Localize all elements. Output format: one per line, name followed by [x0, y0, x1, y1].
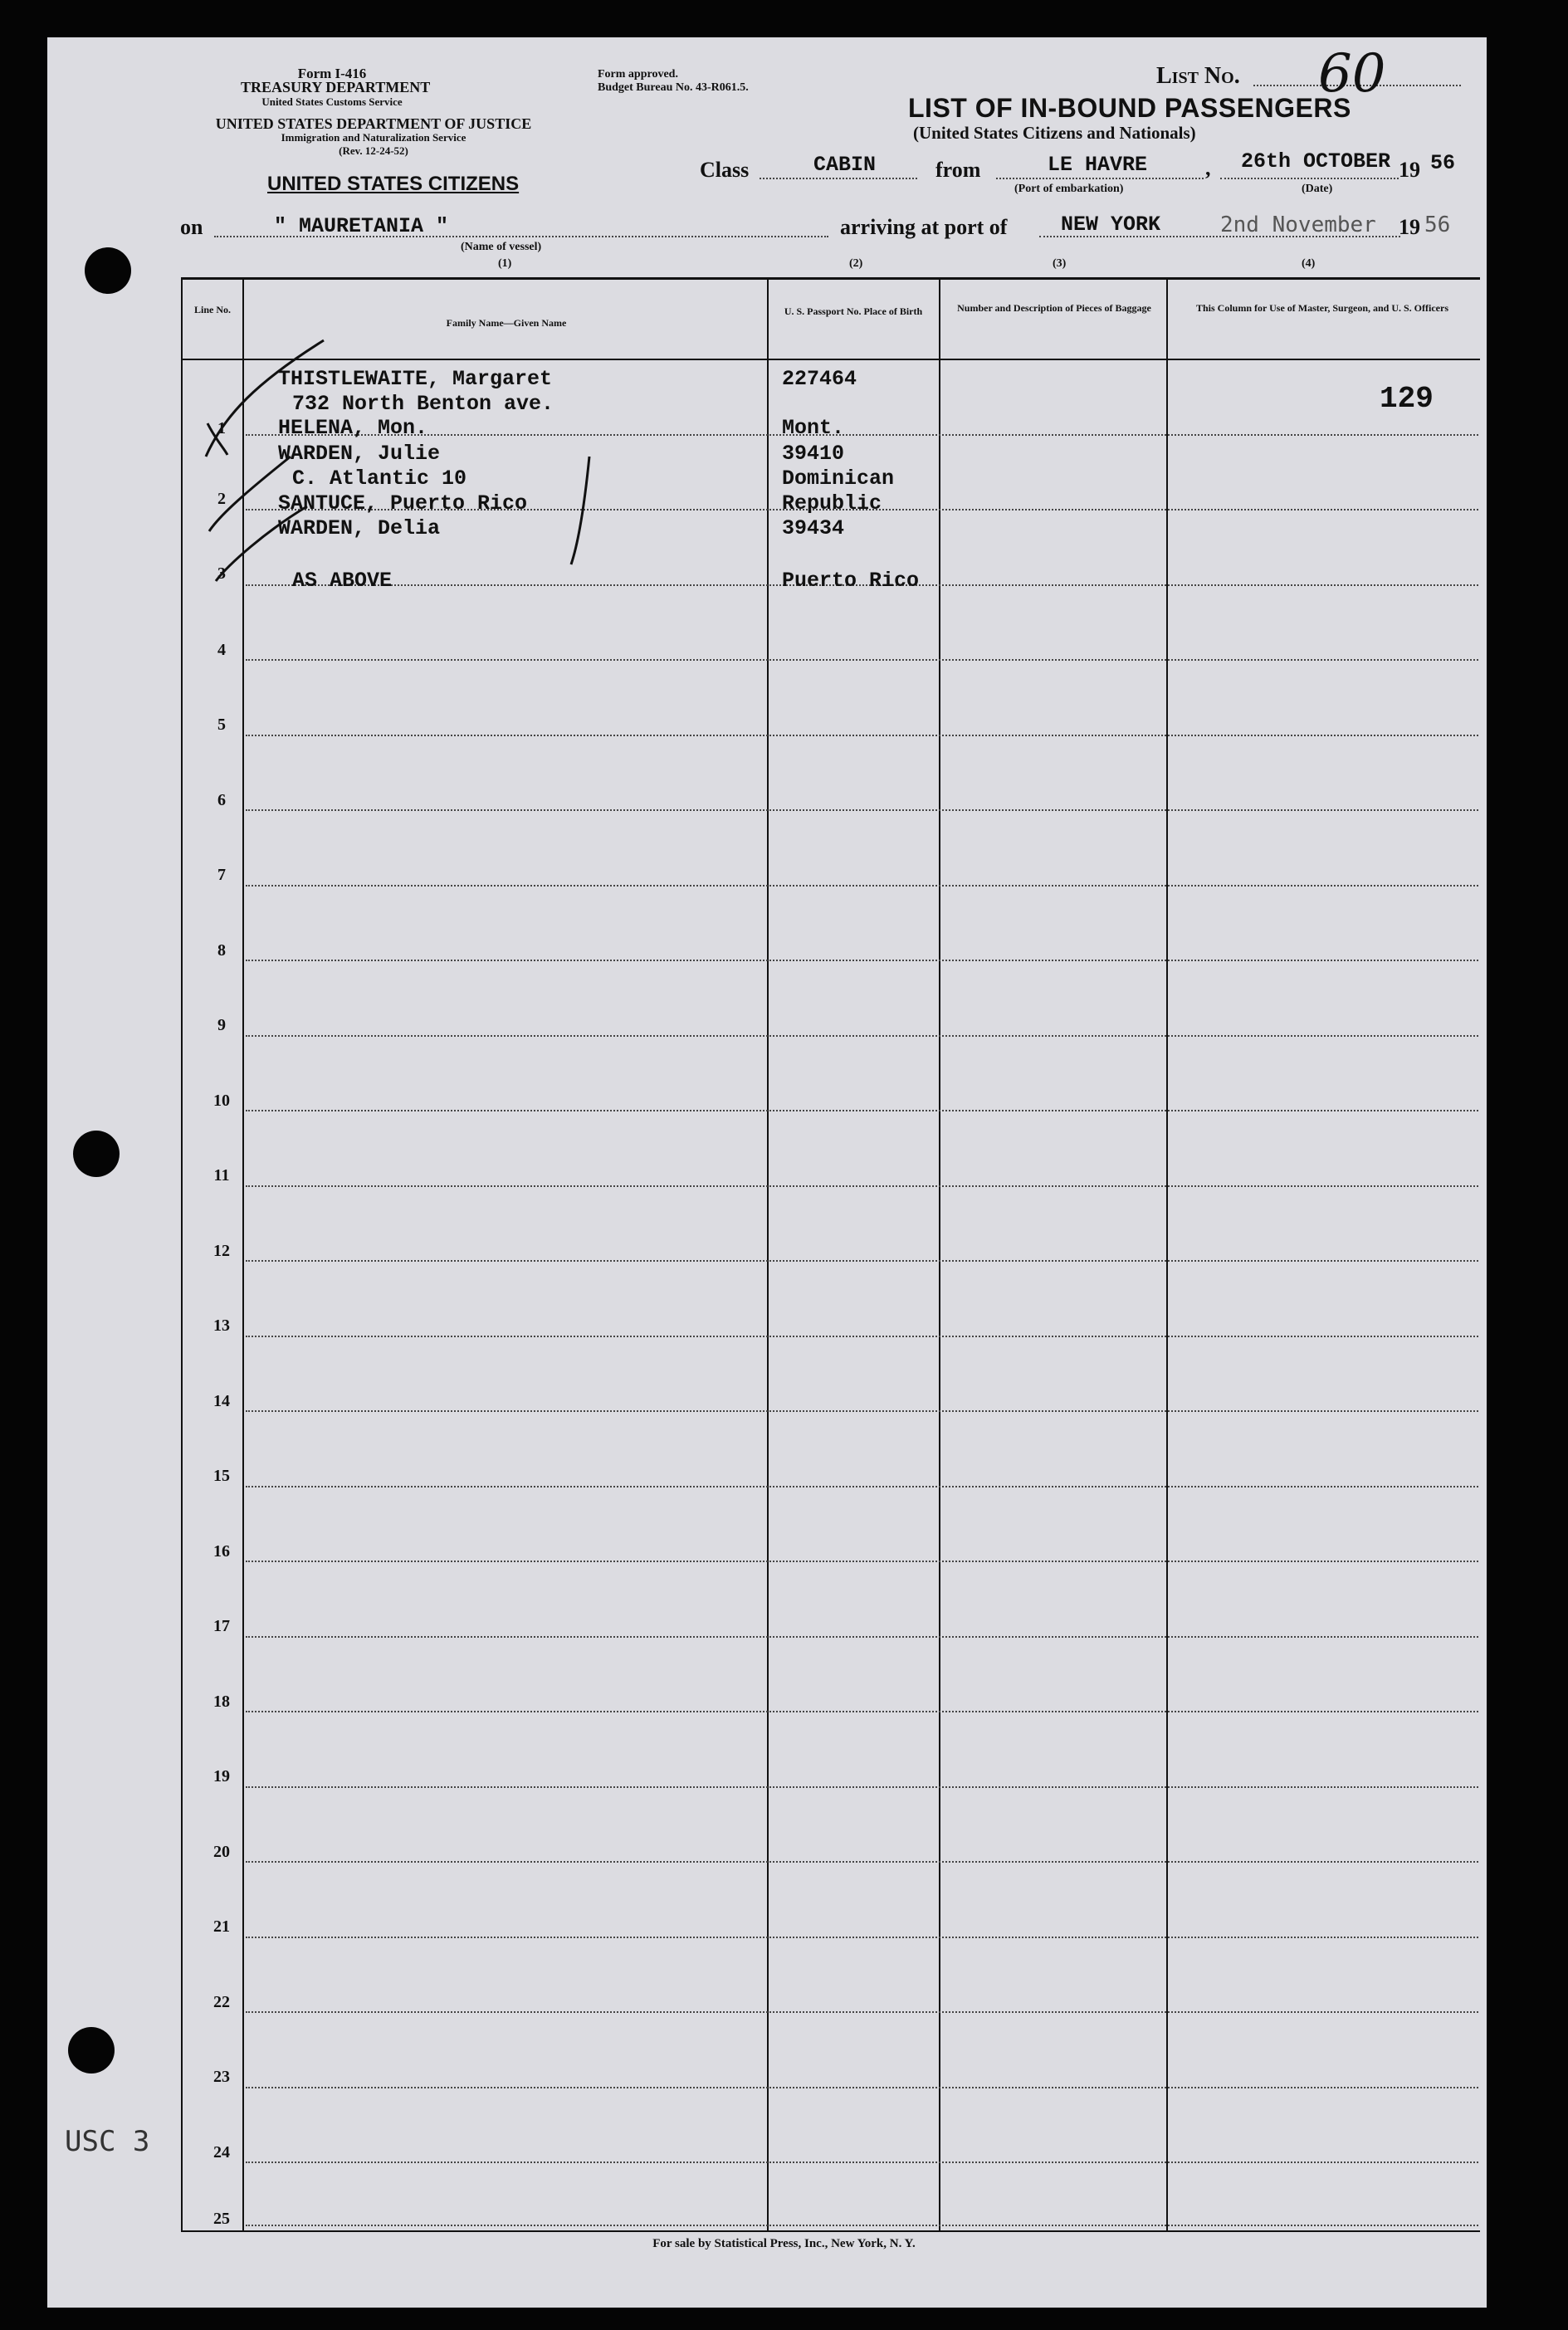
passenger-city: AS ABOVE	[292, 569, 393, 593]
arrival-year-prefix: 19	[1399, 215, 1420, 239]
on-label: on	[180, 215, 203, 239]
passport-number: 39434	[782, 516, 845, 540]
col1-caption: (1)	[498, 257, 512, 270]
arrival-year: 56	[1424, 212, 1451, 237]
col-line-no: Line No.	[193, 304, 231, 315]
col-baggage: Number and Description of Pieces of Baggage	[957, 302, 1151, 314]
class-label: Class	[700, 158, 750, 182]
row-line	[246, 885, 1478, 887]
passenger-address: C. Atlantic 10	[292, 466, 467, 491]
arriving-label: arriving at port of	[840, 215, 1008, 239]
line-number: 17	[213, 1617, 230, 1635]
treasury-department: TREASURY DEPARTMENT	[241, 79, 431, 95]
section-heading: UNITED STATES CITIZENS	[267, 173, 520, 195]
form-approved: Form approved.	[598, 68, 678, 81]
line-number: 6	[217, 791, 226, 809]
departure-date: 26th OCTOBER	[1241, 149, 1391, 173]
officer-note: 129	[1380, 382, 1434, 416]
baggage-divider	[1166, 277, 1168, 2232]
name-divider	[767, 277, 769, 2232]
place-of-birth: Mont.	[782, 416, 845, 440]
col-passport: U. S. Passport No. Place of Birth	[784, 305, 923, 317]
ins-service: Immigration and Naturalization Service	[281, 131, 466, 144]
line-number: 14	[213, 1392, 230, 1410]
class-fill	[760, 178, 917, 179]
date-fill	[1220, 178, 1399, 179]
from-value: LE HAVRE	[1048, 153, 1148, 177]
row-line	[246, 1260, 1478, 1262]
col2-caption: (2)	[849, 257, 863, 270]
line-number: 20	[213, 1843, 230, 1861]
col-family-name: Family Name—Given Name	[446, 317, 567, 329]
place-of-birth: Dominican	[782, 466, 895, 491]
vessel-caption: (Name of vessel)	[461, 241, 542, 253]
comma: ,	[1205, 156, 1211, 180]
line-number: 23	[213, 2068, 230, 2086]
passenger-name: WARDEN, Delia	[278, 516, 441, 540]
line-number: 4	[217, 641, 226, 659]
row-line	[246, 659, 1478, 661]
row-line	[246, 1636, 1478, 1638]
passport-divider	[939, 277, 940, 2232]
port-caption: (Port of embarkation)	[1014, 183, 1124, 195]
handwritten-marks	[191, 315, 606, 606]
page-subtitle: (United States Citizens and Nationals)	[913, 123, 1196, 143]
row-line	[246, 1561, 1478, 1562]
from-fill	[996, 178, 1204, 179]
passenger-city: SANTUCE, Puerto Rico	[278, 491, 528, 515]
punch-hole	[68, 2027, 115, 2074]
passport-number: 227464	[782, 367, 857, 391]
department-of-justice: UNITED STATES DEPARTMENT OF JUSTICE	[215, 115, 532, 132]
line-number: 11	[213, 1166, 230, 1185]
line-number: 15	[213, 1467, 230, 1485]
line-number: 19	[213, 1767, 230, 1785]
row-line	[246, 960, 1478, 961]
year-value: 56	[1430, 151, 1456, 175]
line-number: 1	[217, 419, 226, 437]
from-label: from	[935, 158, 981, 182]
arrival-port: NEW YORK	[1061, 212, 1161, 237]
customs-service: United States Customs Service	[261, 95, 403, 108]
budget-bureau-number: Budget Bureau No. 43-R061.5.	[598, 81, 749, 94]
printer-footer: For sale by Statistical Press, Inc., New York, N. Y.	[652, 2237, 916, 2250]
passenger-address: 732 North Benton ave.	[292, 392, 554, 416]
line-number: 22	[213, 1993, 230, 2011]
line-number: 21	[213, 1917, 230, 1936]
line-number: 8	[217, 941, 226, 960]
row-line	[246, 809, 1478, 811]
col3-caption: (3)	[1053, 257, 1067, 270]
row-line	[246, 2161, 1478, 2163]
line-number: 2	[217, 490, 226, 508]
row-line	[246, 1410, 1478, 1412]
left-border	[181, 277, 183, 2232]
line-number: 16	[213, 1542, 230, 1561]
line-number: 9	[217, 1016, 226, 1034]
place-of-birth: Puerto Rico	[782, 569, 920, 593]
year-prefix: 19	[1399, 158, 1420, 182]
table-top-border	[181, 277, 1480, 280]
passenger-name: WARDEN, Julie	[278, 442, 441, 466]
row-line	[246, 1937, 1478, 1938]
line-number: 10	[213, 1092, 230, 1110]
passport-number: 39410	[782, 442, 845, 466]
row-line	[246, 735, 1478, 736]
form-number: Form I-416	[297, 66, 367, 81]
class-value: CABIN	[813, 153, 877, 177]
arrival-date: 2nd November	[1220, 212, 1376, 237]
row-line	[246, 1035, 1478, 1037]
line-number: 18	[213, 1693, 230, 1711]
row-line	[246, 2087, 1478, 2088]
passenger-city: HELENA, Mon.	[278, 416, 428, 440]
line-number: 13	[213, 1316, 230, 1335]
vessel-name: " MAURETANIA "	[274, 214, 449, 238]
row-line	[246, 2011, 1478, 2013]
row-line	[246, 1185, 1478, 1187]
row-line	[246, 1861, 1478, 1863]
col4-caption: (4)	[1302, 257, 1316, 270]
row-line	[246, 2225, 1478, 2226]
list-no-label: List No.	[1156, 63, 1240, 89]
date-caption: (Date)	[1302, 183, 1333, 195]
row-line	[246, 1711, 1478, 1712]
place-of-birth-cont: Republic	[782, 491, 882, 515]
margin-stamp: USC 3	[65, 2125, 150, 2158]
punch-hole	[85, 247, 131, 294]
line-number: 12	[213, 1242, 230, 1260]
table-bottom-border	[181, 2230, 1480, 2232]
row-line	[246, 1336, 1478, 1337]
col-officers: This Column for Use of Master, Surgeon, and U. S. Officers	[1195, 302, 1448, 314]
page-title: LIST OF IN-BOUND PASSENGERS	[908, 93, 1351, 123]
punch-hole	[73, 1131, 120, 1177]
revision-date: (Rev. 12-24-52)	[339, 144, 408, 157]
passenger-name: THISTLEWAITE, Margaret	[278, 367, 553, 391]
line-number: 25	[213, 2210, 230, 2228]
list-no-value: 60	[1318, 43, 1386, 105]
line-number: 5	[217, 716, 226, 734]
line-number: 7	[217, 866, 226, 884]
row-line	[246, 1786, 1478, 1788]
line-number: 3	[217, 564, 226, 583]
row-line	[246, 1110, 1478, 1111]
line-number: 24	[213, 2143, 230, 2161]
row-line	[246, 1486, 1478, 1487]
